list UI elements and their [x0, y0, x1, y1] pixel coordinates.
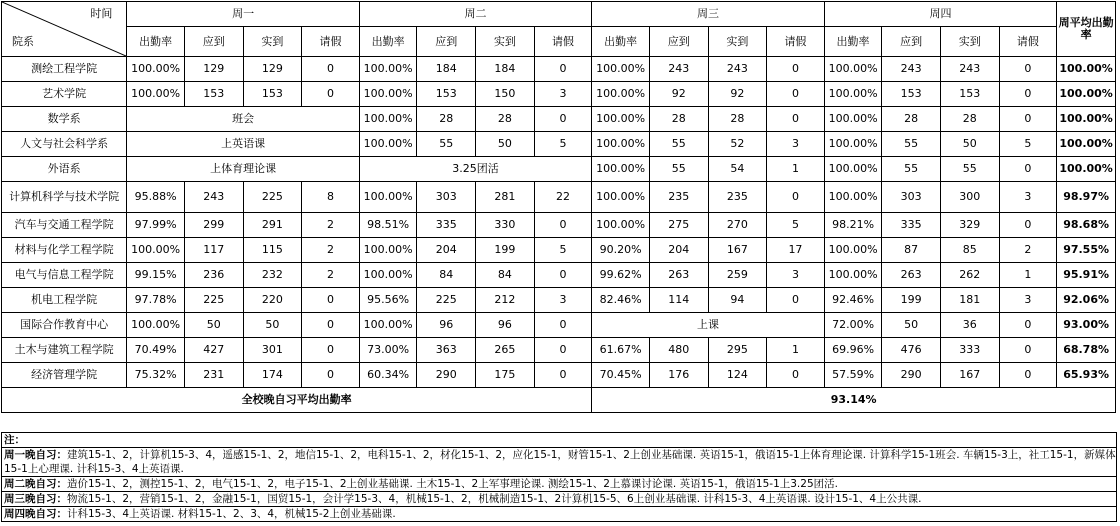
week3-rate-cell: 82.46%: [592, 288, 650, 313]
week4-expected-cell: 303: [882, 182, 941, 213]
week3-present-cell: 28: [708, 107, 767, 132]
weekly-average-cell: 100.00%: [1057, 107, 1116, 132]
note-wednesday-text: 物流15-1、2，营销15-1、2，金融15-1，国贸15-1，会计学15-3、4，机械15-1、2，机械制造15-1、2计算机15-5、6上创业基础课. 计科15-3、4上英语课. 设计15-1、4上公共课.: [67, 493, 922, 505]
header-week4-leave: 请假: [999, 27, 1057, 57]
week1-rate-cell: 95.88%: [127, 182, 185, 213]
week4-expected-cell: 476: [882, 338, 941, 363]
week3-expected-cell: 480: [649, 338, 708, 363]
week2-rate-cell: 100.00%: [359, 82, 417, 107]
week3-rate-cell: 100.00%: [592, 213, 650, 238]
attendance-table: [1, 1, 1116, 413]
college-name: 计算机科学与技术学院: [2, 182, 127, 213]
week3-leave-cell: 0: [767, 182, 825, 213]
week1-rate-cell: 100.00%: [127, 57, 185, 82]
week4-leave-cell: 0: [999, 157, 1057, 182]
week2-leave-cell: 0: [534, 313, 592, 338]
week1-present-cell: 129: [243, 57, 302, 82]
week2-rate-cell: 100.00%: [359, 263, 417, 288]
table-row: [2, 238, 1116, 263]
week2-expected-cell: 204: [417, 238, 476, 263]
note-monday: [2, 448, 1117, 477]
header-week2-expected: 应到: [417, 27, 476, 57]
header-week3-expected: 应到: [649, 27, 708, 57]
week3-expected-cell: 92: [649, 82, 708, 107]
header-week1-leave: 请假: [302, 27, 360, 57]
merged-note-week1: 上英语课: [127, 132, 359, 157]
week4-leave-cell: 3: [999, 182, 1057, 213]
weekly-average-cell: 100.00%: [1057, 132, 1116, 157]
header-corner-time: 时间: [90, 7, 113, 20]
week4-expected-cell: 335: [882, 213, 941, 238]
week3-rate-cell: 61.67%: [592, 338, 650, 363]
week2-present-cell: 199: [476, 238, 535, 263]
week2-leave-cell: 5: [534, 238, 592, 263]
week1-expected-cell: 231: [184, 363, 243, 388]
week4-expected-cell: 55: [882, 132, 941, 157]
week1-expected-cell: 50: [184, 313, 243, 338]
week1-rate-cell: 97.99%: [127, 213, 185, 238]
week2-leave-cell: 0: [534, 263, 592, 288]
week2-leave-cell: 0: [534, 338, 592, 363]
week2-present-cell: 150: [476, 82, 535, 107]
week1-present-cell: 301: [243, 338, 302, 363]
header-week3-rate: 出勤率: [592, 27, 650, 57]
merged-note-week1: 上体育理论课: [127, 157, 359, 182]
weekly-average-cell: 100.00%: [1057, 82, 1116, 107]
week1-expected-cell: 153: [184, 82, 243, 107]
header-week4-rate: 出勤率: [824, 27, 882, 57]
week2-present-cell: 265: [476, 338, 535, 363]
merged-note-week2: 3.25团活: [359, 157, 591, 182]
week3-expected-cell: 55: [649, 132, 708, 157]
note-wednesday-label: 周三晚自习：: [4, 493, 67, 505]
college-name: 测绘工程学院: [2, 57, 127, 82]
table-row: [2, 157, 1116, 182]
week4-present-cell: 55: [940, 157, 999, 182]
week2-expected-cell: 335: [417, 213, 476, 238]
header-week3-present: 实到: [708, 27, 767, 57]
table-row: [2, 213, 1116, 238]
week2-present-cell: 84: [476, 263, 535, 288]
week3-present-cell: 270: [708, 213, 767, 238]
week2-present-cell: 184: [476, 57, 535, 82]
summary-value: 93.14%: [592, 388, 1116, 413]
week1-present-cell: 115: [243, 238, 302, 263]
week2-expected-cell: 55: [417, 132, 476, 157]
week3-present-cell: 92: [708, 82, 767, 107]
week4-present-cell: 181: [940, 288, 999, 313]
week2-leave-cell: 0: [534, 107, 592, 132]
week1-rate-cell: 99.15%: [127, 263, 185, 288]
header-week3-leave: 请假: [767, 27, 825, 57]
header-row-weeks: [2, 2, 1116, 27]
college-name: 汽车与交通工程学院: [2, 213, 127, 238]
week2-expected-cell: 184: [417, 57, 476, 82]
week1-present-cell: 225: [243, 182, 302, 213]
table-row: [2, 363, 1116, 388]
week3-leave-cell: 17: [767, 238, 825, 263]
week3-leave-cell: 1: [767, 157, 825, 182]
week3-present-cell: 295: [708, 338, 767, 363]
week2-rate-cell: 100.00%: [359, 313, 417, 338]
week4-expected-cell: 87: [882, 238, 941, 263]
header-week2-rate: 出勤率: [359, 27, 417, 57]
week1-expected-cell: 243: [184, 182, 243, 213]
week4-leave-cell: 5: [999, 132, 1057, 157]
header-week2-present: 实到: [476, 27, 535, 57]
college-name: 艺术学院: [2, 82, 127, 107]
week3-leave-cell: 0: [767, 288, 825, 313]
table-row: [2, 82, 1116, 107]
header-week1-present: 实到: [243, 27, 302, 57]
week4-present-cell: 153: [940, 82, 999, 107]
week3-rate-cell: 100.00%: [592, 132, 650, 157]
week4-rate-cell: 100.00%: [824, 238, 882, 263]
college-name: 经济管理学院: [2, 363, 127, 388]
week4-present-cell: 262: [940, 263, 999, 288]
week4-present-cell: 85: [940, 238, 999, 263]
header-week4-expected: 应到: [882, 27, 941, 57]
week4-expected-cell: 153: [882, 82, 941, 107]
weekly-average-cell: 65.93%: [1057, 363, 1116, 388]
college-name: 数学系: [2, 107, 127, 132]
week4-present-cell: 329: [940, 213, 999, 238]
header-corner-college: 院系: [12, 35, 34, 48]
merged-note-week1: 班会: [127, 107, 359, 132]
week1-present-cell: 174: [243, 363, 302, 388]
week4-rate-cell: 100.00%: [824, 182, 882, 213]
week1-leave-cell: 2: [302, 263, 360, 288]
week1-present-cell: 220: [243, 288, 302, 313]
week2-expected-cell: 28: [417, 107, 476, 132]
table-row: [2, 57, 1116, 82]
week1-rate-cell: 75.32%: [127, 363, 185, 388]
note-tuesday-text: 造价15-1、2，测控15-1、2，电气15-1、2，电子15-1、2上创业基础课. 土木15-1、2上军事理论课. 测绘15-1、2上慕课讨论课. 英语15-1，俄语15-1上3.25团活.: [67, 478, 838, 490]
week4-rate-cell: 69.96%: [824, 338, 882, 363]
week3-leave-cell: 0: [767, 107, 825, 132]
week2-present-cell: 175: [476, 363, 535, 388]
week1-expected-cell: 117: [184, 238, 243, 263]
week2-present-cell: 50: [476, 132, 535, 157]
merged-note-week3: 上课: [592, 313, 824, 338]
week1-rate-cell: 100.00%: [127, 238, 185, 263]
week4-present-cell: 243: [940, 57, 999, 82]
week3-expected-cell: 263: [649, 263, 708, 288]
week2-present-cell: 281: [476, 182, 535, 213]
week1-expected-cell: 225: [184, 288, 243, 313]
week2-present-cell: 28: [476, 107, 535, 132]
header-week4-present: 实到: [940, 27, 999, 57]
header-row-subcolumns: [2, 27, 1116, 57]
weekly-average-cell: 100.00%: [1057, 157, 1116, 182]
weekly-average-cell: 98.68%: [1057, 213, 1116, 238]
college-name: 国际合作教育中心: [2, 313, 127, 338]
note-tuesday-label: 周二晚自习：: [4, 478, 67, 490]
table-row: [2, 182, 1116, 213]
weekly-average-cell: 93.00%: [1057, 313, 1116, 338]
week2-expected-cell: 290: [417, 363, 476, 388]
note-monday-text: 建筑15-1、2，计算机15-3、4，遥感15-1、2，地信15-1、2，电科15-1、2，材化15-1、2，应化15-1，财管15-1、2上创业基础课. 英语15-1，俄语15-1上体育理论课. 计算科学15-1班会. 车辆15-3上，社工15-1，新媒体15-1上心理课. 计科15-3、4上英语课.: [4, 449, 1116, 475]
college-name: 土木与建筑工程学院: [2, 338, 127, 363]
week1-rate-cell: 97.78%: [127, 288, 185, 313]
week4-expected-cell: 28: [882, 107, 941, 132]
note-tuesday: [2, 477, 1117, 492]
week2-rate-cell: 100.00%: [359, 57, 417, 82]
week3-present-cell: 54: [708, 157, 767, 182]
week4-leave-cell: 0: [999, 82, 1057, 107]
week4-rate-cell: 100.00%: [824, 132, 882, 157]
week2-expected-cell: 84: [417, 263, 476, 288]
week1-expected-cell: 427: [184, 338, 243, 363]
week2-rate-cell: 100.00%: [359, 107, 417, 132]
week3-expected-cell: 275: [649, 213, 708, 238]
week3-leave-cell: 1: [767, 338, 825, 363]
week3-expected-cell: 204: [649, 238, 708, 263]
table-row: [2, 107, 1116, 132]
week4-leave-cell: 3: [999, 288, 1057, 313]
week3-expected-cell: 28: [649, 107, 708, 132]
week2-rate-cell: 73.00%: [359, 338, 417, 363]
week4-leave-cell: 2: [999, 238, 1057, 263]
week2-leave-cell: 0: [534, 57, 592, 82]
week2-rate-cell: 98.51%: [359, 213, 417, 238]
week3-expected-cell: 114: [649, 288, 708, 313]
week1-present-cell: 291: [243, 213, 302, 238]
week4-rate-cell: 92.46%: [824, 288, 882, 313]
week4-present-cell: 333: [940, 338, 999, 363]
week4-present-cell: 28: [940, 107, 999, 132]
week2-leave-cell: 3: [534, 82, 592, 107]
week1-present-cell: 232: [243, 263, 302, 288]
week2-leave-cell: 0: [534, 213, 592, 238]
week4-leave-cell: 1: [999, 263, 1057, 288]
header-weekly-average: 周平均出勤率: [1057, 2, 1116, 57]
weekly-average-cell: 100.00%: [1057, 57, 1116, 82]
week4-present-cell: 50: [940, 132, 999, 157]
week4-expected-cell: 55: [882, 157, 941, 182]
week3-leave-cell: 5: [767, 213, 825, 238]
week4-expected-cell: 199: [882, 288, 941, 313]
week4-expected-cell: 50: [882, 313, 941, 338]
week2-rate-cell: 100.00%: [359, 132, 417, 157]
week3-present-cell: 235: [708, 182, 767, 213]
week4-leave-cell: 0: [999, 363, 1057, 388]
week1-rate-cell: 70.49%: [127, 338, 185, 363]
week4-present-cell: 300: [940, 182, 999, 213]
week2-leave-cell: 3: [534, 288, 592, 313]
notes-title: 注：: [2, 433, 1117, 448]
week4-leave-cell: 0: [999, 107, 1057, 132]
week3-rate-cell: 70.45%: [592, 363, 650, 388]
week4-leave-cell: 0: [999, 213, 1057, 238]
week4-present-cell: 36: [940, 313, 999, 338]
week4-rate-cell: 100.00%: [824, 263, 882, 288]
week4-rate-cell: 100.00%: [824, 82, 882, 107]
week2-present-cell: 330: [476, 213, 535, 238]
week3-leave-cell: 0: [767, 82, 825, 107]
college-name: 人文与社会科学系: [2, 132, 127, 157]
week3-present-cell: 243: [708, 57, 767, 82]
week1-leave-cell: 2: [302, 238, 360, 263]
week4-leave-cell: 0: [999, 338, 1057, 363]
week2-rate-cell: 100.00%: [359, 182, 417, 213]
week3-rate-cell: 100.00%: [592, 107, 650, 132]
summary-row: [2, 388, 1116, 413]
week2-rate-cell: 95.56%: [359, 288, 417, 313]
week3-leave-cell: 0: [767, 363, 825, 388]
week3-expected-cell: 55: [649, 157, 708, 182]
weekly-average-cell: 92.06%: [1057, 288, 1116, 313]
week1-leave-cell: 0: [302, 338, 360, 363]
week2-present-cell: 212: [476, 288, 535, 313]
week2-leave-cell: 22: [534, 182, 592, 213]
week4-rate-cell: 100.00%: [824, 57, 882, 82]
week2-expected-cell: 153: [417, 82, 476, 107]
week2-expected-cell: 363: [417, 338, 476, 363]
week2-leave-cell: 0: [534, 363, 592, 388]
table-row: [2, 263, 1116, 288]
weekly-average-cell: 98.97%: [1057, 182, 1116, 213]
college-name: 电气与信息工程学院: [2, 263, 127, 288]
week3-expected-cell: 235: [649, 182, 708, 213]
weekly-average-cell: 68.78%: [1057, 338, 1116, 363]
weekly-average-cell: 95.91%: [1057, 263, 1116, 288]
week2-expected-cell: 303: [417, 182, 476, 213]
week3-rate-cell: 100.00%: [592, 57, 650, 82]
notes-table: [1, 432, 1117, 522]
week1-rate-cell: 100.00%: [127, 313, 185, 338]
header-week1-rate: 出勤率: [127, 27, 185, 57]
week3-leave-cell: 3: [767, 132, 825, 157]
week1-rate-cell: 100.00%: [127, 82, 185, 107]
week2-rate-cell: 100.00%: [359, 238, 417, 263]
week3-leave-cell: 3: [767, 263, 825, 288]
week4-expected-cell: 290: [882, 363, 941, 388]
week3-expected-cell: 176: [649, 363, 708, 388]
week2-expected-cell: 96: [417, 313, 476, 338]
note-wednesday: [2, 492, 1117, 507]
week3-present-cell: 167: [708, 238, 767, 263]
week4-rate-cell: 100.00%: [824, 107, 882, 132]
week1-present-cell: 50: [243, 313, 302, 338]
week3-rate-cell: 100.00%: [592, 182, 650, 213]
week3-present-cell: 52: [708, 132, 767, 157]
college-name: 机电工程学院: [2, 288, 127, 313]
week4-leave-cell: 0: [999, 313, 1057, 338]
weekly-average-cell: 97.55%: [1057, 238, 1116, 263]
week4-rate-cell: 98.21%: [824, 213, 882, 238]
week4-rate-cell: 100.00%: [824, 157, 882, 182]
week1-leave-cell: 0: [302, 288, 360, 313]
header-week-3: 周三: [592, 2, 824, 27]
week2-leave-cell: 5: [534, 132, 592, 157]
week1-leave-cell: 0: [302, 363, 360, 388]
week1-expected-cell: 299: [184, 213, 243, 238]
week1-leave-cell: 2: [302, 213, 360, 238]
week4-present-cell: 167: [940, 363, 999, 388]
week1-present-cell: 153: [243, 82, 302, 107]
week3-expected-cell: 243: [649, 57, 708, 82]
table-row: [2, 132, 1116, 157]
header-week1-expected: 应到: [184, 27, 243, 57]
header-week2-leave: 请假: [534, 27, 592, 57]
week3-leave-cell: 0: [767, 57, 825, 82]
note-thursday-text: 计科15-3、4上英语课. 材料15-1、2、3、4，机械15-2上创业基础课.: [67, 508, 396, 520]
week2-present-cell: 96: [476, 313, 535, 338]
table-row: [2, 288, 1116, 313]
table-row: [2, 313, 1116, 338]
header-corner-cell: [2, 2, 127, 57]
college-name: 外语系: [2, 157, 127, 182]
week1-leave-cell: 0: [302, 313, 360, 338]
week3-present-cell: 94: [708, 288, 767, 313]
week1-leave-cell: 8: [302, 182, 360, 213]
week3-present-cell: 259: [708, 263, 767, 288]
note-thursday-label: 周四晚自习：: [4, 508, 67, 520]
week4-expected-cell: 243: [882, 57, 941, 82]
week2-rate-cell: 60.34%: [359, 363, 417, 388]
week1-expected-cell: 129: [184, 57, 243, 82]
note-monday-label: 周一晚自习：: [4, 449, 67, 461]
week3-rate-cell: 99.62%: [592, 263, 650, 288]
summary-label: 全校晚自习平均出勤率: [2, 388, 592, 413]
week4-rate-cell: 72.00%: [824, 313, 882, 338]
week2-expected-cell: 225: [417, 288, 476, 313]
week3-rate-cell: 100.00%: [592, 157, 650, 182]
week3-present-cell: 124: [708, 363, 767, 388]
week4-rate-cell: 57.59%: [824, 363, 882, 388]
header-week-2: 周二: [359, 2, 591, 27]
week3-rate-cell: 90.20%: [592, 238, 650, 263]
week3-rate-cell: 100.00%: [592, 82, 650, 107]
table-row: [2, 338, 1116, 363]
header-week-1: 周一: [127, 2, 359, 27]
week1-expected-cell: 236: [184, 263, 243, 288]
college-name: 材料与化学工程学院: [2, 238, 127, 263]
week4-leave-cell: 0: [999, 57, 1057, 82]
week1-leave-cell: 0: [302, 57, 360, 82]
note-thursday: [2, 507, 1117, 522]
header-week-4: 周四: [824, 2, 1056, 27]
week4-expected-cell: 263: [882, 263, 941, 288]
week1-leave-cell: 0: [302, 82, 360, 107]
